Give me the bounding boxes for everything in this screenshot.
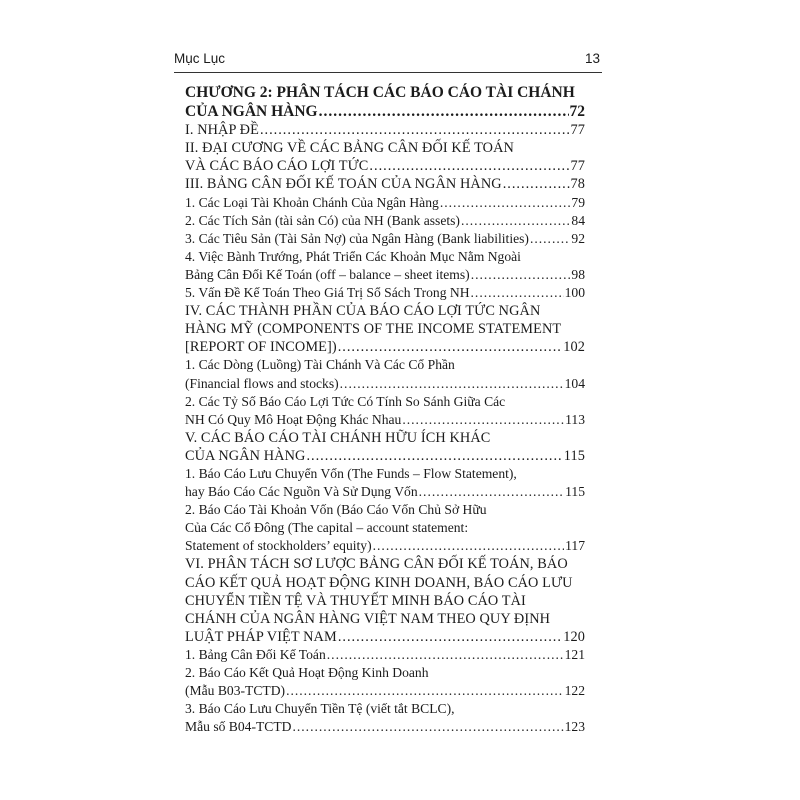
toc-entry-title: Statement of stockholders’ equity)	[185, 538, 372, 554]
toc-line	[185, 375, 585, 393]
toc-entry	[185, 465, 585, 501]
toc-entry-title: Bảng Cân Đối Kế Toán (off – balance – sheet items)	[185, 266, 470, 282]
toc-entry	[185, 84, 585, 121]
toc-entry-title: CỦA NGÂN HÀNG	[185, 447, 306, 464]
dot-leader	[402, 411, 564, 429]
toc-entry-title: Của Các Cổ Đông (The capital – account statement:	[185, 520, 469, 536]
toc-page-number: 77	[570, 122, 585, 139]
toc-entry-title: VÀ CÁC BÁO CÁO LỢI TỨC	[185, 158, 369, 175]
toc-line	[185, 646, 585, 664]
dot-leader	[260, 121, 570, 139]
toc-line	[185, 266, 585, 284]
toc-line	[185, 610, 585, 628]
toc-entry-title: II. ĐẠI CƯƠNG VỀ CÁC BẢNG CÂN ĐỐI KẾ TOÁN	[185, 140, 514, 157]
toc-entry	[185, 284, 585, 302]
toc-entry-title: 1. Báo Cáo Lưu Chuyển Vốn (The Funds – Flow Statement),	[185, 465, 517, 481]
dot-leader	[340, 375, 564, 393]
toc-entry-title: V. CÁC BÁO CÁO TÀI CHÁNH HỮU ÍCH KHÁC	[185, 429, 491, 446]
toc-page-number: 100	[564, 285, 585, 301]
toc-line	[185, 194, 585, 212]
toc-entry-title: III. BẢNG CÂN ĐỐI KẾ TOÁN CỦA NGÂN HÀNG	[185, 176, 502, 193]
toc-page-number: 77	[570, 158, 585, 175]
toc-entry	[185, 501, 585, 555]
dot-leader	[338, 338, 563, 356]
running-header-title: Mục Lục	[174, 51, 226, 66]
toc-page-number: 102	[563, 339, 585, 356]
toc-entry-title: (Financial flows and stocks)	[185, 375, 339, 391]
toc-page-number: 104	[564, 375, 585, 391]
toc-entry	[185, 356, 585, 392]
toc-line	[185, 574, 585, 592]
toc-page-number: 123	[564, 719, 585, 735]
dot-leader	[530, 230, 570, 248]
toc-page-number: 115	[563, 447, 585, 464]
page-number: 13	[584, 51, 600, 66]
toc-line	[185, 302, 585, 320]
toc-line	[185, 230, 585, 248]
toc-entry-title: 1. Bảng Cân Đối Kế Toán	[185, 646, 326, 662]
toc-entry	[185, 194, 585, 212]
toc-page-number: 78	[570, 176, 585, 193]
toc-entry-title: (Mẫu B03-TCTD)	[185, 683, 286, 699]
toc-page-number: 92	[571, 230, 585, 246]
page-header	[174, 46, 602, 73]
toc-line	[185, 103, 585, 122]
toc-line	[185, 338, 585, 356]
toc-entry-title: IV. CÁC THÀNH PHẦN CỦA BÁO CÁO LỢI TỨC NGÂN	[185, 303, 541, 320]
toc-entry	[185, 429, 585, 465]
toc-entry	[185, 139, 585, 175]
toc-entry	[185, 230, 585, 248]
toc-page-number: 72	[569, 102, 585, 120]
dot-leader	[369, 157, 569, 175]
dot-leader	[292, 718, 563, 736]
dot-leader	[286, 682, 564, 700]
toc-line	[185, 664, 585, 682]
toc-line	[185, 175, 585, 193]
toc-page-number: 115	[565, 484, 585, 500]
toc-line	[185, 157, 585, 175]
toc-entry	[185, 175, 585, 193]
toc-page-number: 98	[571, 266, 585, 282]
toc-entry	[185, 212, 585, 230]
toc-page-number: 121	[564, 646, 585, 662]
dot-leader	[419, 483, 564, 501]
toc-entry-title: hay Báo Cáo Các Nguồn Và Sử Dụng Vốn	[185, 484, 418, 500]
toc-entry-title: Mẫu số B04-TCTD	[185, 719, 292, 735]
dot-leader	[338, 628, 562, 646]
toc-line	[185, 537, 585, 555]
dot-leader	[440, 194, 571, 212]
dot-leader	[461, 212, 570, 230]
toc-entry	[185, 248, 585, 284]
toc-page-number: 122	[564, 683, 585, 699]
dot-leader	[471, 284, 564, 302]
toc-entry-title: 2. Báo Cáo Kết Quả Hoạt Động Kinh Doanh	[185, 665, 429, 680]
dot-leader	[306, 447, 562, 465]
dot-leader	[373, 537, 564, 555]
toc-line	[185, 356, 585, 374]
toc-entry-title: HÀNG MỸ (COMPONENTS OF THE INCOME STATEMENT	[185, 321, 562, 338]
toc-line	[185, 284, 585, 302]
toc-entry-title: CHUYỂN TIỀN TỆ VÀ THUYẾT MINH BÁO CÁO TÀI	[185, 592, 526, 609]
toc-entry-title: CHƯƠNG 2: PHÂN TÁCH CÁC BÁO CÁO TÀI CHÁNH	[185, 84, 575, 101]
toc-entry-title: 3. Các Tiêu Sản (Tài Sản Nợ) của Ngân Hàng (Bank liabilities)	[185, 230, 529, 246]
toc-line	[185, 592, 585, 610]
toc-page-number: 84	[571, 212, 585, 228]
toc-line	[185, 519, 585, 537]
toc-page-number: 113	[565, 411, 585, 427]
toc-entry-title: 5. Vấn Đề Kế Toán Theo Giá Trị Sổ Sách Trong NH	[185, 285, 470, 301]
toc-line	[185, 411, 585, 429]
table-of-contents	[185, 84, 585, 736]
toc-line	[185, 248, 585, 266]
toc-line	[185, 465, 585, 483]
toc-line	[185, 429, 585, 447]
toc-line	[185, 700, 585, 718]
toc-entry-title: 2. Các Tích Sản (tài sản Có) của NH (Bank assets)	[185, 212, 460, 228]
toc-entry	[185, 646, 585, 664]
toc-entry-title: 3. Báo Cáo Lưu Chuyển Tiền Tệ (viết tắt BCLC),	[185, 701, 455, 717]
toc-entry-title: CỦA NGÂN HÀNG	[185, 102, 318, 120]
toc-entry-title: VI. PHÂN TÁCH SƠ LƯỢC BẢNG CÂN ĐỐI KẾ TOÁN, BÁO	[185, 556, 568, 573]
dot-leader	[503, 175, 570, 193]
toc-line	[185, 483, 585, 501]
toc-entry	[185, 302, 585, 356]
toc-entry-title: I. NHẬP ĐỀ	[185, 122, 259, 139]
toc-line	[185, 682, 585, 700]
toc-entry	[185, 700, 585, 736]
toc-page-number: 120	[563, 628, 585, 645]
toc-entry-title: 1. Các Loại Tài Khoản Chánh Của Ngân Hàng	[185, 194, 439, 210]
toc-entry-title: CHÁNH CỦA NGÂN HÀNG VIỆT NAM THEO QUY ĐỊNH	[185, 610, 551, 627]
toc-entry-title: CÁO KẾT QUẢ HOẠT ĐỘNG KINH DOANH, BÁO CÁO LƯU	[185, 574, 573, 591]
toc-line	[185, 139, 585, 157]
toc-entry	[185, 393, 585, 429]
toc-page-number: 79	[571, 194, 585, 210]
toc-entry	[185, 664, 585, 700]
toc-entry-title: [REPORT OF INCOME])	[185, 339, 337, 356]
toc-line	[185, 718, 585, 736]
toc-page-number: 117	[565, 538, 585, 554]
toc-entry-title: 2. Báo Cáo Tài Khoản Vốn (Báo Cáo Vốn Chủ Sở Hữu	[185, 502, 487, 518]
toc-line	[185, 212, 585, 230]
toc-line	[185, 501, 585, 519]
toc-entry-title: 1. Các Dòng (Luồng) Tài Chánh Và Các Cổ Phần	[185, 357, 455, 373]
toc-line	[185, 393, 585, 411]
toc-entry-title: LUẬT PHÁP VIỆT NAM	[185, 628, 337, 645]
toc-line	[185, 447, 585, 465]
dot-leader	[319, 103, 569, 122]
toc-entry	[185, 555, 585, 645]
toc-line	[185, 121, 585, 139]
toc-entry-title: 4. Việc Bành Trướng, Phát Triển Các Khoản Mục Nằm Ngoài	[185, 248, 521, 264]
toc-entry-title: 2. Các Tỷ Số Báo Cáo Lợi Tức Có Tính So Sánh Giữa Các	[185, 393, 506, 409]
toc-line	[185, 628, 585, 646]
dot-leader	[327, 646, 564, 664]
toc-line	[185, 320, 585, 338]
toc-line	[185, 555, 585, 573]
toc-line	[185, 84, 585, 103]
toc-entry-title: NH Có Quy Mô Hoạt Động Khác Nhau	[185, 411, 402, 427]
dot-leader	[471, 266, 571, 284]
toc-entry	[185, 121, 585, 139]
